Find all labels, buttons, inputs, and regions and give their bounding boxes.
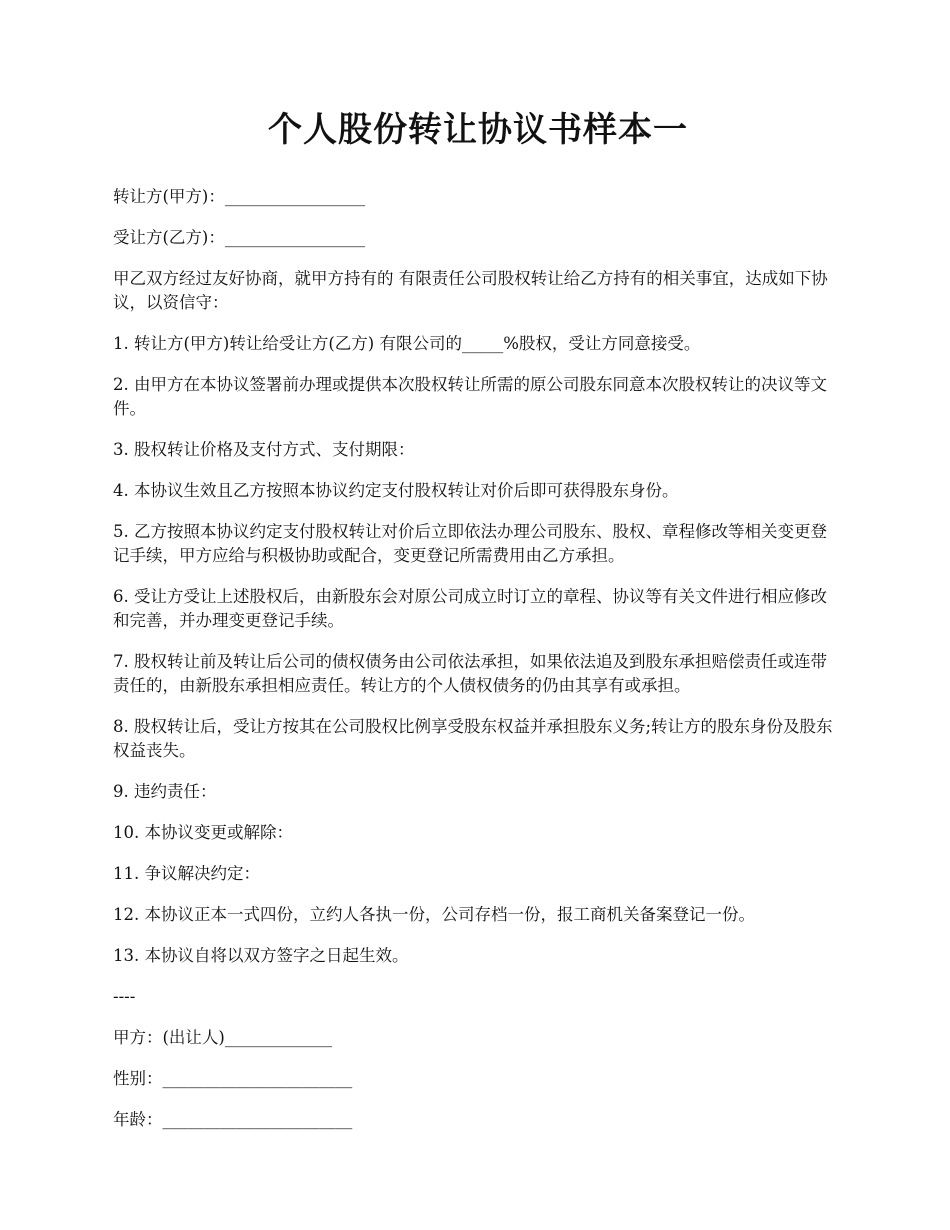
gender-field: 性别：_______________________ (113, 1068, 353, 1088)
separator: ---- (113, 986, 136, 1006)
clause-5: 5. 乙方按照本协议约定支付股权转让对价后立即依法办理公司股东、股权、章程修改等相关变更登记手续，甲方应给与积极协助或配合，变更登记所需费用由乙方承担。 (113, 521, 827, 565)
clause-9: 9. 违约责任： (113, 781, 217, 801)
clause-4: 4. 本协议生效且乙方按照本协议约定支付股权转让对价后即可获得股东身份。 (113, 480, 679, 500)
clause-1: 1. 转让方(甲方)转让给受让方(乙方) 有限公司的_____%股权，受让方同意接受。 (113, 333, 701, 353)
age-field: 年龄：_______________________ (113, 1109, 353, 1129)
clause-8: 8. 股权转让后，受让方按其在公司股权比例享受股东权益并承担股东义务;转让方的股东身份及股东权益丧失。 (113, 716, 833, 760)
document-title: 个人股份转让协议书样本一 (268, 110, 688, 150)
clause-6: 6. 受让方受让上述股权后，由新股东会对原公司成立时订立的章程、协议等有关文件进行相应修改和完善，并办理变更登记手续。 (113, 586, 827, 630)
preamble-paragraph: 甲乙双方经过友好协商，就甲方持有的 有限责任公司股权转让给乙方持有的相关事宜，达成如下协议，以资信守： (113, 268, 828, 312)
transferee-field: 受让方(乙方)：_________________ (113, 227, 366, 247)
clause-2: 2. 由甲方在本协议签署前办理或提供本次股权转让所需的原公司股东同意本次股权转让的决议等文件。 (113, 374, 827, 418)
clause-11: 11. 争议解决约定： (113, 863, 260, 883)
clause-3: 3. 股权转让价格及支付方式、支付期限： (113, 439, 415, 459)
transferor-field: 转让方(甲方)：_________________ (113, 186, 366, 206)
clause-12: 12. 本协议正本一式四份，立约人各执一份，公司存档一份，报工商机关备案登记一份。 (113, 904, 755, 924)
clause-10: 10. 本协议变更或解除： (113, 822, 293, 842)
clause-7: 7. 股权转让前及转让后公司的债权债务由公司依法承担，如果依法追及到股东承担赔偿责任或连带责任的，由新股东承担相应责任。转让方的个人债权债务的仍由其享有或承担。 (113, 651, 827, 695)
clause-13: 13. 本协议自将以双方签字之日起生效。 (113, 945, 409, 965)
party-a-signature-field: 甲方：(出让人)_____________ (113, 1027, 333, 1047)
document-page (113, 110, 843, 1149)
